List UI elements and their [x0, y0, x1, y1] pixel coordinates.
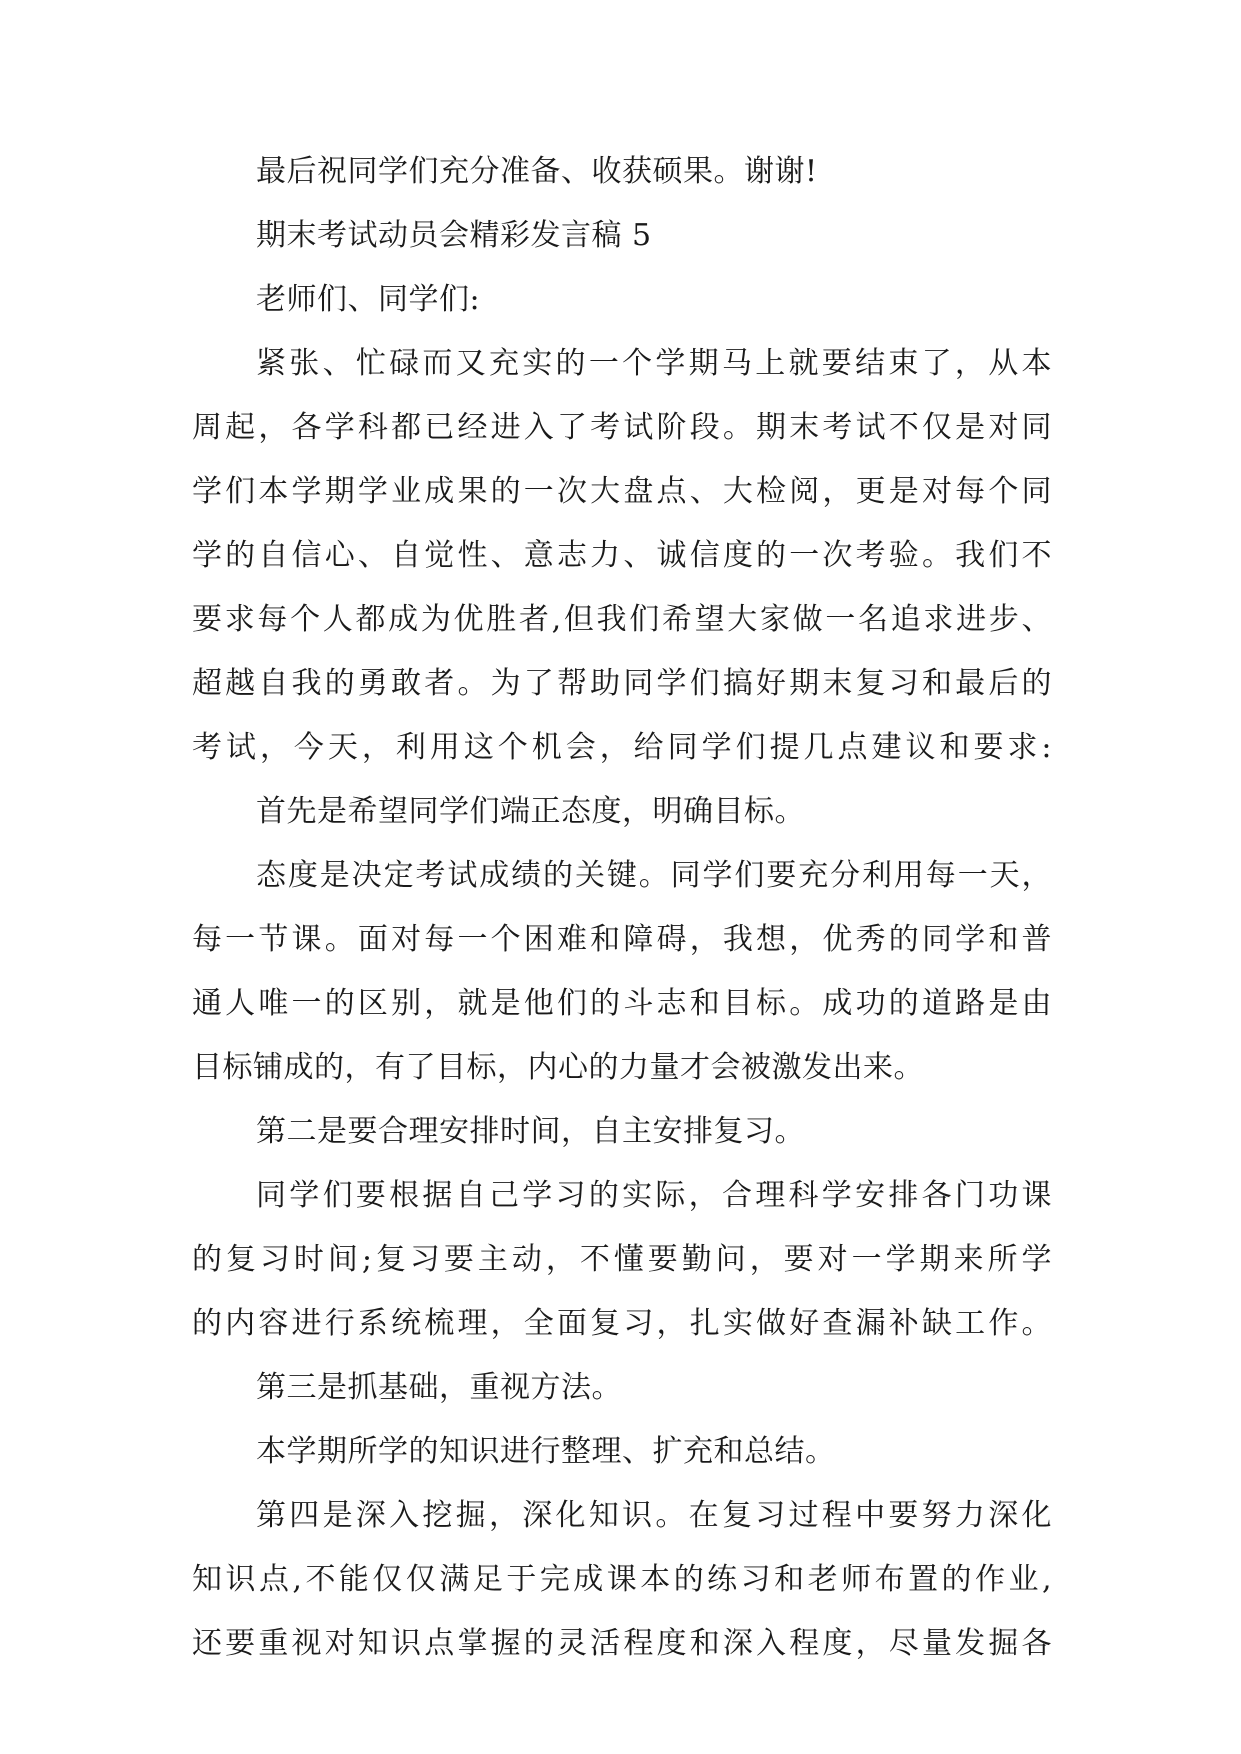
point-heading: 首先是希望同学们端正态度，明确目标。 — [256, 794, 805, 829]
paragraph-line: 还要重视对知识点掌握的灵活程度和深入程度，尽量发掘各 — [192, 1626, 1052, 1661]
point-heading: 第二是要合理安排时间，自主安排复习。 — [256, 1114, 805, 1149]
paragraph-line: 考试，今天，利用这个机会，给同学们提几点建议和要求: — [192, 730, 1052, 765]
paragraph-line: 的复习时间;复习要主动，不懂要勤问，要对一学期来所学 — [192, 1242, 1052, 1277]
paragraph-line: 紧张、忙碌而又充实的一个学期马上就要结束了，从本 — [256, 346, 1052, 381]
paragraph-line: 态度是决定考试成绩的关键。同学们要充分利用每一天， — [256, 858, 1052, 893]
paragraph-line: 目标铺成的，有了目标，内心的力量才会被激发出来。 — [192, 1050, 924, 1085]
paragraph-line: 超越自我的勇敢者。为了帮助同学们搞好期末复习和最后的 — [192, 666, 1052, 701]
paragraph-line: 学们本学期学业成果的一次大盘点、大检阅，更是对每个同 — [192, 474, 1052, 509]
paragraph-line: 要求每个人都成为优胜者,但我们希望大家做一名追求进步、 — [192, 602, 1052, 637]
paragraph-line: 每一节课。面对每一个困难和障碍，我想，优秀的同学和普 — [192, 922, 1052, 957]
paragraph-line: 同学们要根据自己学习的实际，合理科学安排各门功课 — [256, 1178, 1052, 1213]
paragraph-line: 学的自信心、自觉性、意志力、诚信度的一次考验。我们不 — [192, 538, 1052, 573]
paragraph-line: 知识点,不能仅仅满足于完成课本的练习和老师布置的作业, — [192, 1562, 1052, 1597]
paragraph-line: 本学期所学的知识进行整理、扩充和总结。 — [256, 1434, 836, 1469]
point-heading: 第四是深入挖掘，深化知识。在复习过程中要努力深化 — [256, 1498, 1052, 1533]
paragraph-line: 周起，各学科都已经进入了考试阶段。期末考试不仅是对同 — [192, 410, 1052, 445]
section-title: 期末考试动员会精彩发言稿 5 — [256, 218, 652, 253]
closing-line: 最后祝同学们充分准备、收获硕果。谢谢! — [256, 154, 818, 189]
paragraph-line: 通人唯一的区别，就是他们的斗志和目标。成功的道路是由 — [192, 986, 1052, 1021]
salutation: 老师们、同学们: — [256, 282, 481, 317]
paragraph-line: 的内容进行系统梳理，全面复习，扎实做好查漏补缺工作。 — [192, 1306, 1052, 1341]
point-heading: 第三是抓基础，重视方法。 — [256, 1370, 622, 1405]
